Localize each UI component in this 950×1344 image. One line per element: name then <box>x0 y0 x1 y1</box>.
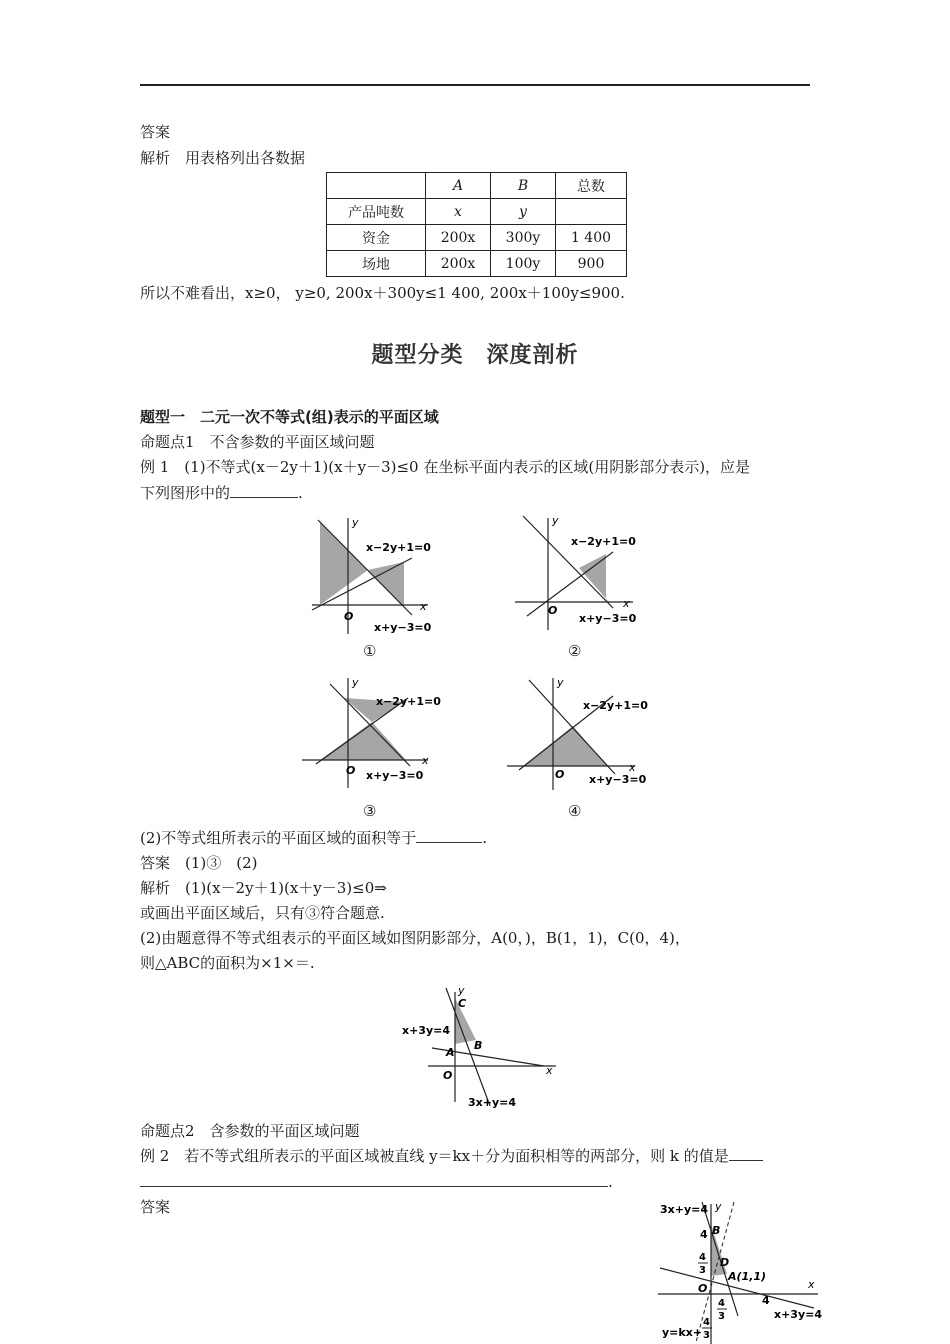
label-line2: x+y−3=0 <box>589 773 647 786</box>
example1-line2-text: 下列图形中的 <box>140 484 231 502</box>
table-cell <box>556 199 627 225</box>
label-line1: x−2y+1=0 <box>376 695 441 708</box>
label-origin: O <box>346 764 356 777</box>
top-rule <box>140 84 810 86</box>
answer-blank <box>729 1146 763 1161</box>
label-y: y <box>352 516 359 529</box>
label-frac-num-x: 4 <box>718 1298 725 1309</box>
label-line2: x+y−3=0 <box>374 621 432 634</box>
conclusion-text: 所以不难看出，x≥0， y≥0, 200x＋300y≤1 400, 200x＋100y≤900. <box>140 284 625 302</box>
example1-line2 <box>140 483 303 503</box>
label-frac-num-neg: 4 <box>703 1317 710 1328</box>
table-cell: 场地 <box>327 251 426 277</box>
caption-2: ② <box>568 642 582 660</box>
label-line-b: x+3y=4 <box>774 1308 823 1321</box>
label-x: x <box>546 1064 553 1077</box>
label-origin: O <box>344 610 354 623</box>
example1-analysis-2: 或画出平面区域后，只有③符合题意. <box>140 904 385 922</box>
label-y: y <box>557 676 564 689</box>
label-line1: x−2y+1=0 <box>571 535 636 548</box>
example1-line2-end: . <box>298 484 303 502</box>
answer-blank <box>230 483 298 498</box>
table-header-cell: B <box>491 173 556 199</box>
label-point-d: D <box>720 1256 730 1269</box>
table-cell: 900 <box>556 251 627 277</box>
label-point-c: C <box>458 997 467 1010</box>
table-row <box>327 199 627 225</box>
label-frac-num: 4 <box>699 1252 706 1263</box>
point2-heading: 命题点2 含参数的平面区域问题 <box>140 1122 360 1140</box>
type1-title: 题型一 二元一次不等式(组)表示的平面区域 <box>140 408 439 426</box>
label-line1: x−2y+1=0 <box>583 699 648 712</box>
graph-3 <box>300 672 450 792</box>
example1-part2-text: (2)不等式组所表示的平面区域的面积等于 <box>140 829 417 847</box>
graph-example2 <box>656 1196 836 1344</box>
label-y: y <box>458 984 465 997</box>
table-row <box>327 225 627 251</box>
label-four: 4 <box>700 1228 708 1241</box>
table-cell: 资金 <box>327 225 426 251</box>
example1-part2 <box>140 828 487 848</box>
caption-4: ④ <box>568 802 582 820</box>
example1-line1: 例 1 (1)不等式(x－2y＋1)(x＋y－3)≤0 在坐标平面内表示的区域(用阴影部分表示)，应是 <box>140 458 751 476</box>
label-x: x <box>623 597 630 610</box>
label-line2: x+y−3=0 <box>579 612 637 625</box>
example1-answer: 答案 (1)③ (2) <box>140 854 258 872</box>
label-y: y <box>352 676 359 689</box>
table-header-cell <box>327 173 426 199</box>
table-header-cell: A <box>426 173 491 199</box>
point1-heading: 命题点1 不含参数的平面区域问题 <box>140 433 375 451</box>
shaded-region <box>523 726 607 766</box>
analysis-intro: 解析 用表格列出各数据 <box>140 149 306 167</box>
label-frac-den: 3 <box>699 1265 706 1276</box>
answer-blank <box>140 1172 608 1187</box>
label-line-a: 3x+y=4 <box>660 1203 709 1216</box>
table-cell: 100y <box>491 251 556 277</box>
example1-analysis-3: (2)由题意得不等式组表示的平面区域如图阴影部分，A(0，)，B(1，1)，C(0，4)， <box>140 929 690 947</box>
label-origin: O <box>443 1069 453 1082</box>
caption-3: ③ <box>363 802 377 820</box>
data-table <box>326 172 627 277</box>
graph-triangle-abc <box>396 984 566 1112</box>
answer-blank <box>416 828 482 843</box>
label-four-x: 4 <box>762 1294 770 1307</box>
section-title: 题型分类 深度剖析 <box>371 343 579 368</box>
graph-4 <box>505 672 655 792</box>
table-header-cell: 总数 <box>556 173 627 199</box>
label-line-a: x+3y=4 <box>402 1024 451 1037</box>
example2-line1 <box>140 1146 763 1166</box>
label-line-c: y=kx+ <box>662 1326 703 1339</box>
shaded-region <box>368 562 404 605</box>
label-frac-den-neg: 3 <box>703 1330 710 1341</box>
label-line2: x+y−3=0 <box>366 769 424 782</box>
table-row <box>327 251 627 277</box>
label-point-b: B <box>712 1224 721 1237</box>
label-x: x <box>808 1278 815 1291</box>
label-frac-den-x: 3 <box>718 1311 725 1322</box>
table-cell: 200x <box>426 251 491 277</box>
label-y: y <box>552 514 559 527</box>
label-point-a: A <box>446 1046 455 1059</box>
label-origin: O <box>698 1282 708 1295</box>
shaded-region <box>320 722 406 760</box>
table-cell: 200x <box>426 225 491 251</box>
label-x: x <box>420 600 427 613</box>
label-line-b: 3x+y=4 <box>468 1096 517 1109</box>
label-line1: x−2y+1=0 <box>366 541 431 554</box>
label-origin: O <box>555 768 565 781</box>
table-cell: 1 400 <box>556 225 627 251</box>
table-cell: 产品吨数 <box>327 199 426 225</box>
label-origin: O <box>548 604 558 617</box>
example2-answer: 答案 <box>140 1198 171 1216</box>
label-x: x <box>422 754 429 767</box>
table-cell: y <box>491 199 556 225</box>
caption-1: ① <box>363 642 377 660</box>
table-cell: x <box>426 199 491 225</box>
label-x: x <box>629 761 636 774</box>
top-answer: 答案 <box>140 123 171 141</box>
example2-line1-text: 例 2 若不等式组所表示的平面区域被直线 y＝kx＋分为面积相等的两部分，则 k 的值是 <box>140 1147 729 1165</box>
label-point-b: B <box>474 1039 483 1052</box>
example1-part2-end: . <box>482 829 488 847</box>
graph-1 <box>300 512 450 642</box>
table-cell: 300y <box>491 225 556 251</box>
example2-line2 <box>140 1172 613 1192</box>
table-header-row <box>327 173 627 199</box>
graph-2 <box>505 512 655 632</box>
label-y: y <box>715 1200 722 1213</box>
example1-analysis-4: 则△ABC的面积为×1×＝. <box>140 954 315 972</box>
example2-line2-end: . <box>608 1173 613 1191</box>
example1-analysis-1: 解析 (1)(x－2y＋1)(x＋y－3)≤0⇒ <box>140 879 387 897</box>
label-point-a: A(1,1) <box>728 1270 767 1283</box>
